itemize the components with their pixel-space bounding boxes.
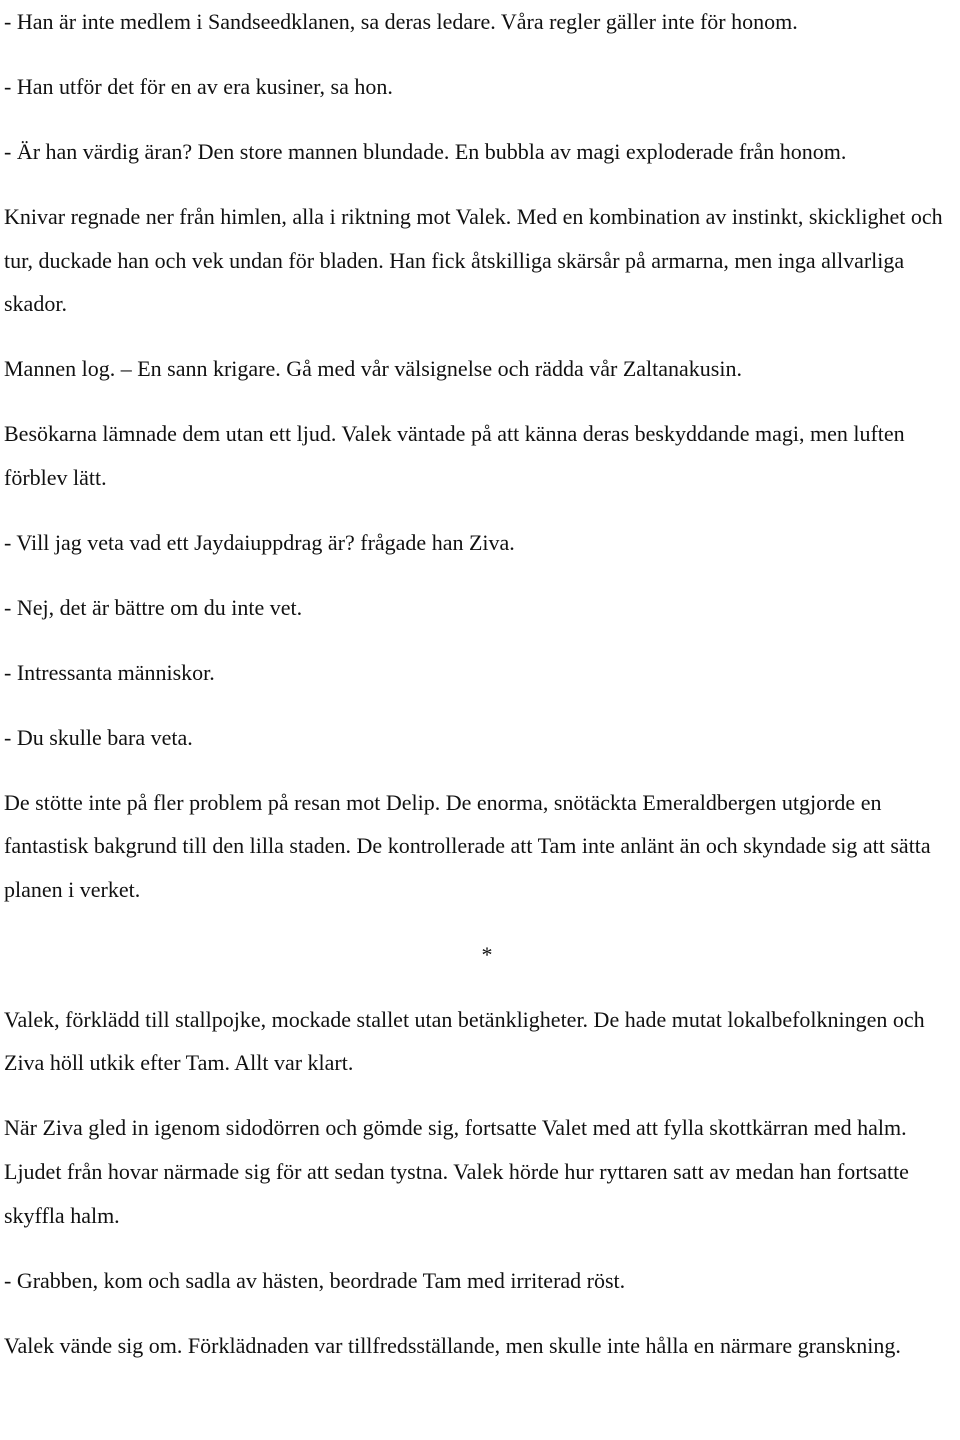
paragraph: - Han utför det för en av era kusiner, sa hon. bbox=[4, 73, 393, 99]
paragraph: - Nej, det är bättre om du inte vet. bbox=[4, 594, 303, 620]
paragraph: - Intressanta människor. bbox=[4, 659, 215, 685]
paragraph: De stötte inte på fler problem på resan mot Delip. De enorma, snötäckta Emeraldbergen utgjorde en fantastisk bakgrund till den lilla staden. De kontrollerade att Tam inte anlänt än och skyndade sig att sätta planen i verket. bbox=[4, 789, 931, 902]
paragraph: - Grabben, kom och sadla av hästen, beordrade Tam med irriterad röst. bbox=[4, 1267, 626, 1293]
paragraph: Mannen log. – En sann krigare. Gå med vår välsignelse och rädda vår Zaltanakusin. bbox=[4, 356, 742, 382]
paragraph: - Du skulle bara veta. bbox=[4, 724, 193, 750]
paragraph: Valek, förklädd till stallpojke, mockade stallet utan betänkligheter. De hade mutat lokalbefolkningen och Ziva höll utkik efter Tam. Allt var klart. bbox=[4, 1006, 925, 1076]
paragraph: Besökarna lämnade dem utan ett ljud. Valek väntade på att känna deras beskyddande magi, men luften förblev lätt. bbox=[4, 421, 905, 490]
document-page bbox=[4, 0, 958, 1389]
paragraph: - Är han värdig äran? Den store mannen blundade. En bubbla av magi exploderade från honom. bbox=[4, 138, 847, 164]
paragraph: - Vill jag veta vad ett Jaydaiuppdrag är? frågade han Ziva. bbox=[4, 529, 515, 555]
paragraph: Valek vände sig om. Förklädnaden var tillfredsställande, men skulle inte hålla en närmare granskning. bbox=[4, 1332, 901, 1358]
paragraph: Knivar regnade ner från himlen, alla i riktning mot Valek. Med en kombination av instinkt, skicklighet och tur, duckade han och vek undan för bladen. Han fick åtskilliga skärsår på armarna, men inga allvarliga skador. bbox=[4, 203, 943, 317]
asterisk-separator: * bbox=[481, 941, 493, 967]
paragraph: - Han är inte medlem i Sandseedklanen, sa deras ledare. Våra regler gäller inte för honom. bbox=[4, 9, 798, 34]
section-separator bbox=[4, 933, 958, 977]
paragraph: När Ziva gled in igenom sidodörren och gömde sig, fortsatte Valet med att fylla skottkärran med halm. Ljudet från hovar närmade sig för att sedan tystna. Valek hörde hur ryttaren satt av medan han fortsatte skyffla halm. bbox=[4, 1115, 909, 1228]
